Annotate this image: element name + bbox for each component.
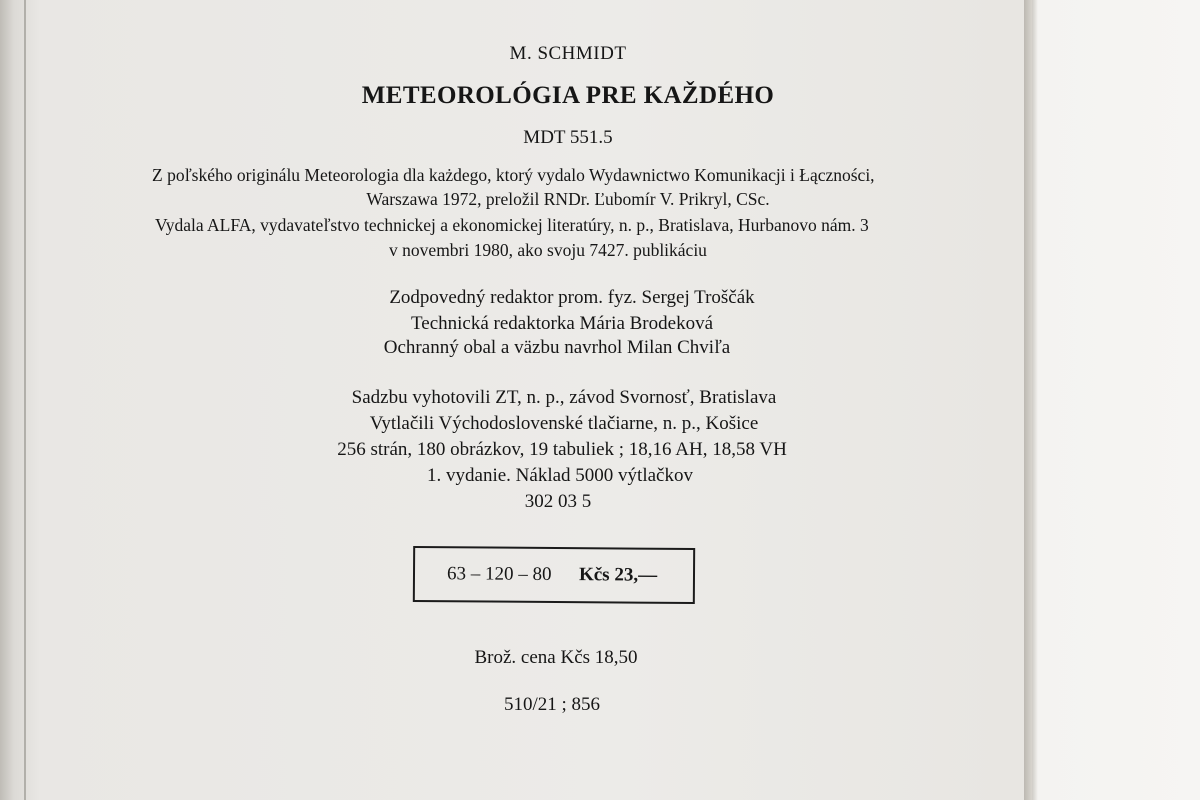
catalog-code: 302 03 5 xyxy=(524,491,592,512)
responsible-editor: Zodpovedný redaktor prom. fyz. Sergej Troščák xyxy=(389,287,755,308)
next-page xyxy=(1032,0,1200,800)
printing-line: Vytlačili Východoslovenské tlačiarne, n. p., Košice xyxy=(369,413,759,434)
book-title: METEOROLÓGIA PRE KAŽDÉHO xyxy=(361,82,775,109)
paperback-price: Brož. cena Kčs 18,50 xyxy=(474,647,638,668)
imprint-line-2: Warszawa 1972, preložil RNDr. Ľubomír V. Prikryl, CSc. xyxy=(366,189,770,209)
price-code: 63 – 120 – 80 xyxy=(446,563,552,585)
price-box xyxy=(413,546,695,604)
footer-code: 510/21 ; 856 xyxy=(503,694,601,715)
cover-designer: Ochranný obal a väzbu navrhol Milan Chviľa xyxy=(383,337,731,358)
mdt-classification: MDT 551.5 xyxy=(523,127,613,148)
typesetting-line: Sadzbu vyhotovili ZT, n. p., závod Svornosť, Bratislava xyxy=(351,387,777,408)
imprint-line-4: v novembri 1980, ako svoju 7427. publikáciu xyxy=(389,240,707,260)
author-name: M. SCHMIDT xyxy=(509,43,627,64)
imprint-line-1: Z poľského originálu Meteorologia dla każdego, ktorý vydalo Wydawnictwo Komunikacji i Łączności, xyxy=(152,165,875,185)
technical-editor: Technická redaktorka Mária Brodeková xyxy=(410,313,714,334)
binding-gutter xyxy=(24,0,26,800)
edition-line: 1. vydanie. Náklad 5000 výtlačkov xyxy=(427,465,693,486)
price-value: Kčs 23,— xyxy=(578,564,658,586)
extent-line: 256 strán, 180 obrázkov, 19 tabuliek ; 18,16 AH, 18,58 VH xyxy=(337,439,787,460)
page-edge xyxy=(1024,0,1032,800)
imprint-line-3: Vydala ALFA, vydavateľstvo technickej a ekonomickej literatúry, n. p., Bratislava, Hurbanovo nám. 3 xyxy=(155,215,869,235)
